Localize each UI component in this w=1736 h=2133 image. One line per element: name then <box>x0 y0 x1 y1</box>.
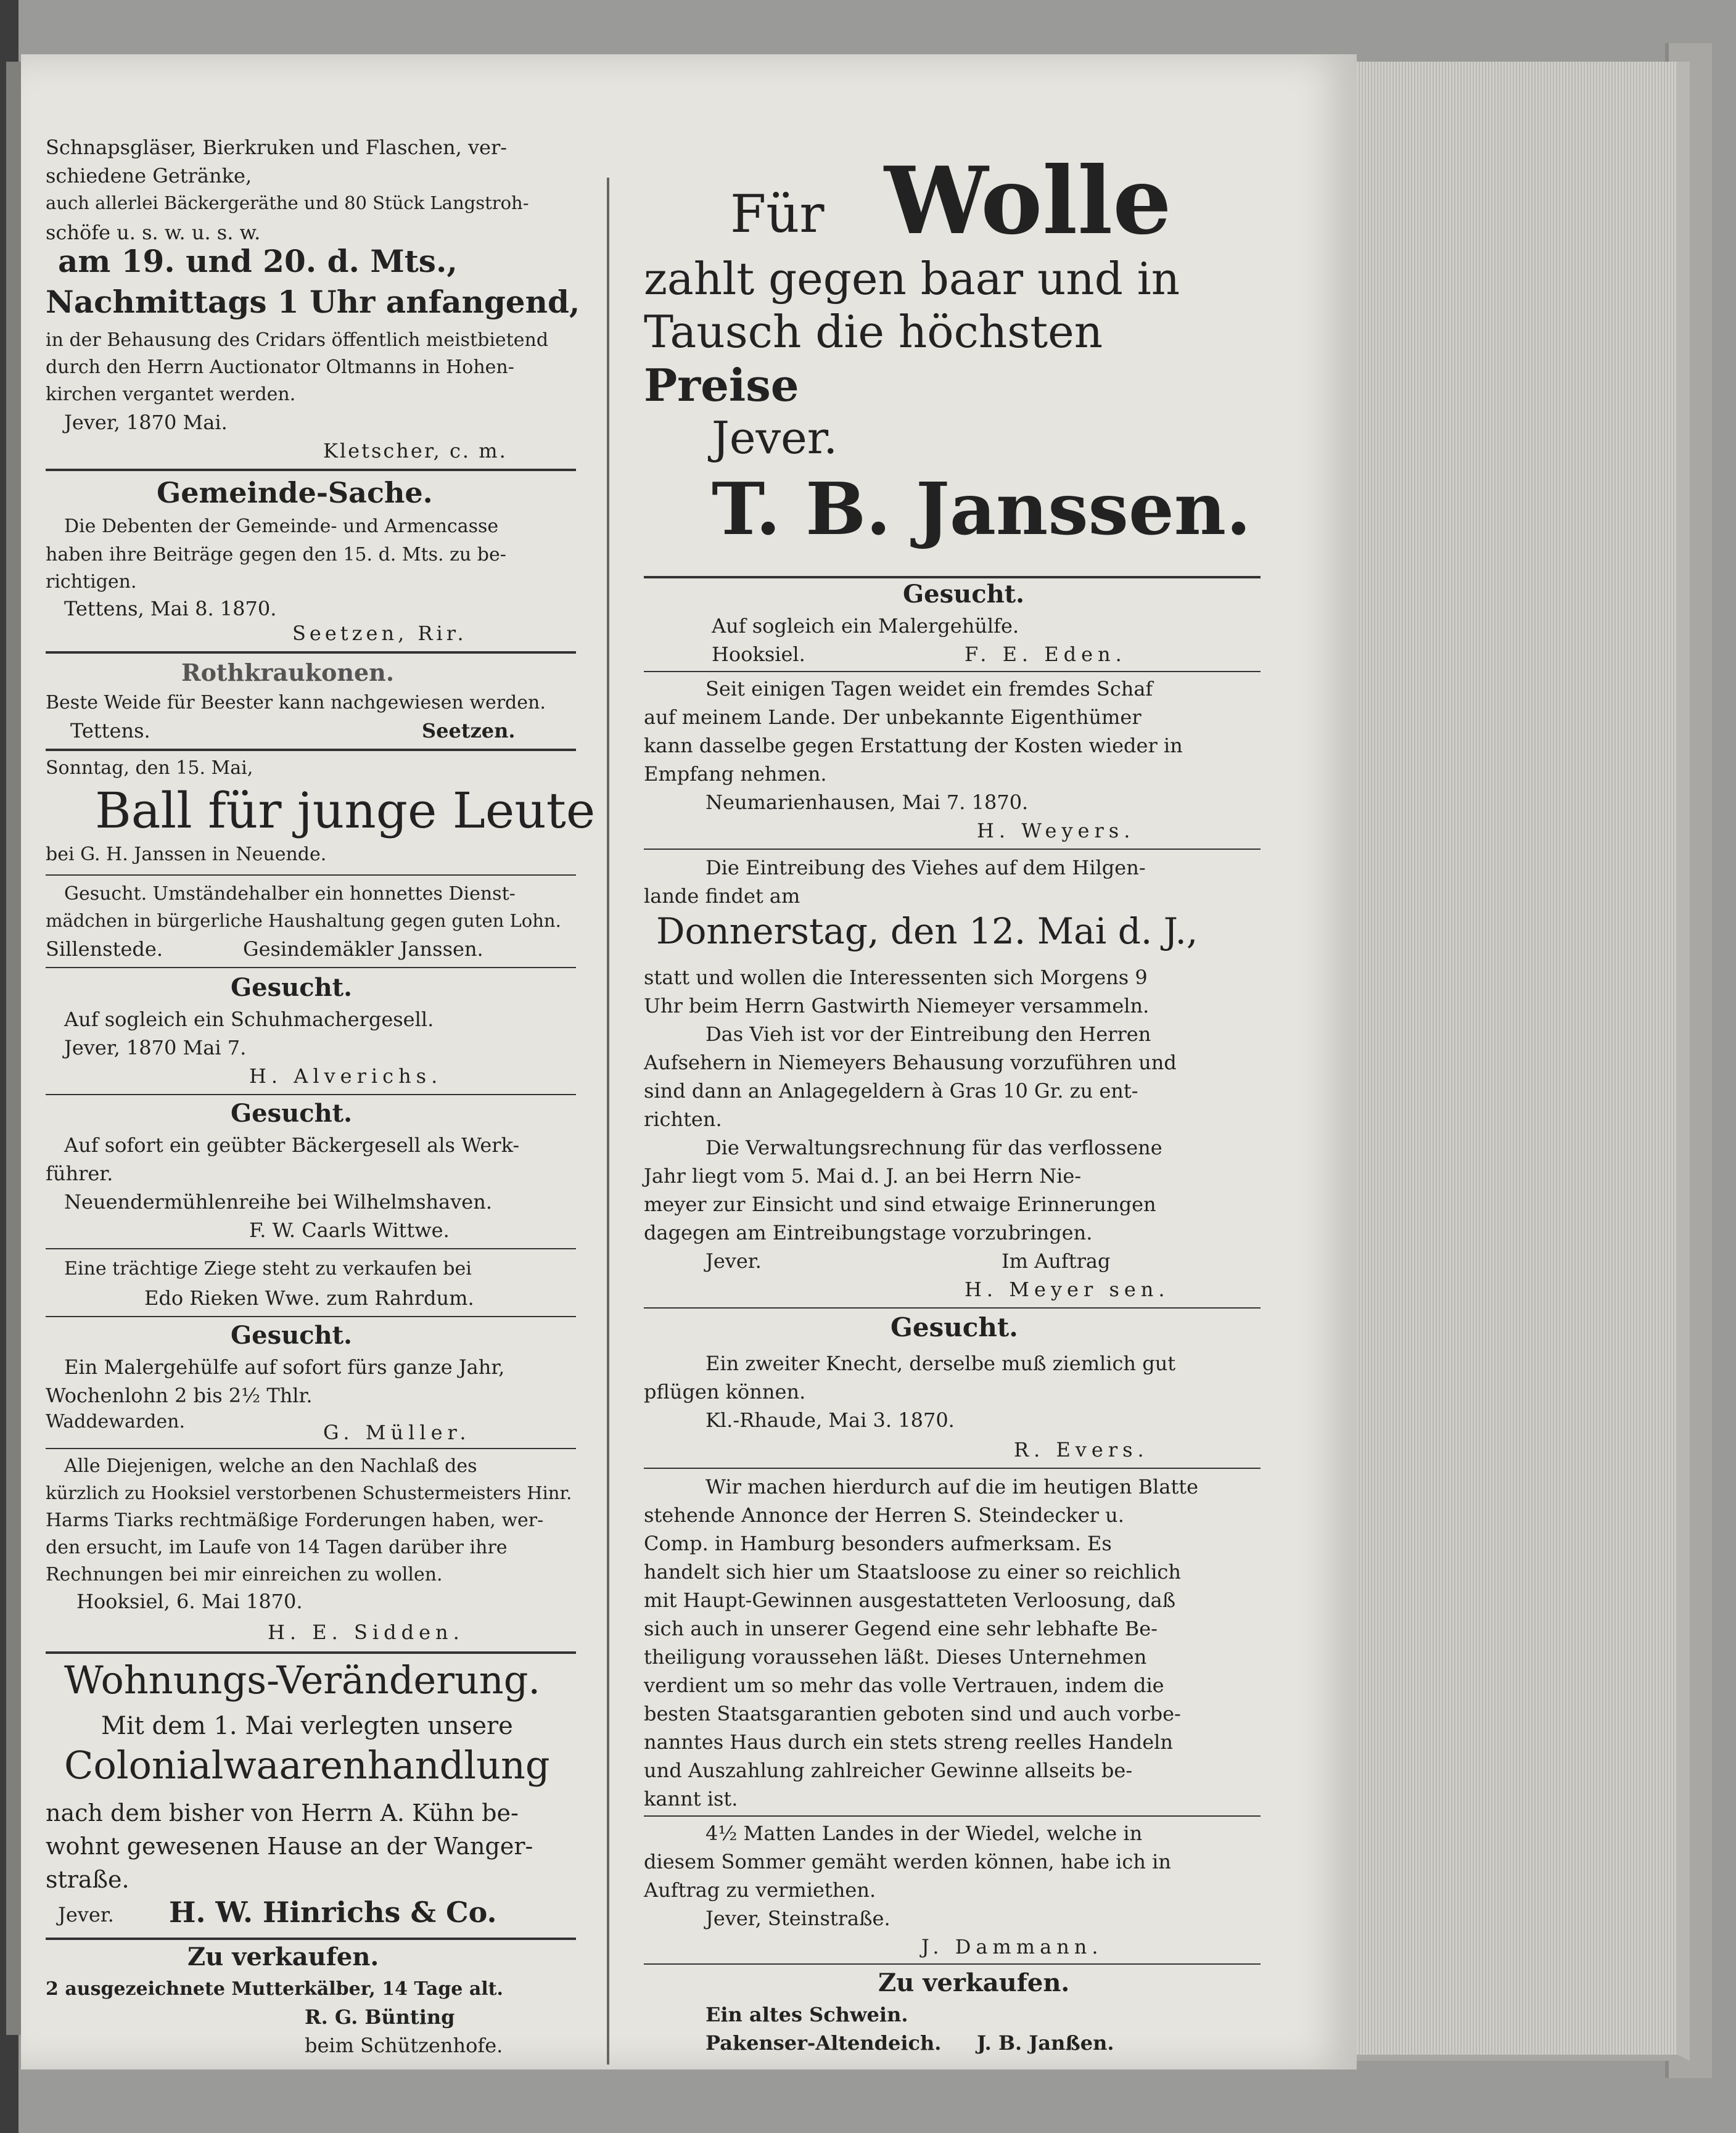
ad-text: statt und wollen die Interessenten sich Morgens 9 <box>644 966 1148 989</box>
ad-text: stehende Annonce der Herren S. Steindecker u. <box>644 1503 1124 1527</box>
ad-text: kirchen vergantet werden. <box>46 384 296 405</box>
ad-heading: Rothkraukonen. <box>181 659 395 686</box>
ad-divider <box>46 749 576 751</box>
ad-text: Schnapsgläser, Bierkruken und Flaschen, ver- <box>46 136 508 159</box>
ad-text: Beste Weide für Beester kann nachgewiesen werden. <box>46 692 546 713</box>
ad-text: diesem Sommer gemäht werden können, habe ich in <box>644 1850 1171 1873</box>
ad-text: theiligung voraussehen läßt. Dieses Unternehmen <box>644 1645 1147 1669</box>
ad-text: Eine trächtige Ziege steht zu verkaufen bei <box>64 1258 472 1280</box>
ad-text: Auftrag zu vermiethen. <box>644 1878 876 1902</box>
ad-headline: Colonialwaarenhandlung <box>64 1743 550 1788</box>
ad-text: Die Eintreibung des Viehes auf dem Hilgen- <box>706 856 1146 879</box>
ad-text: Wochenlohn 2 bis 2½ Thlr. <box>46 1384 313 1407</box>
ad-divider <box>46 967 576 968</box>
ad-text: haben ihre Beiträge gegen den 15. d. Mts. zu be- <box>46 544 506 565</box>
ad-signature: R. G. Bünting <box>305 2005 455 2029</box>
ad-time-headline: Nachmittags 1 Uhr anfangend, <box>46 284 580 320</box>
ad-text: Neumarienhausen, Mai 7. 1870. <box>706 791 1029 814</box>
ad-text-large: Tausch die höchsten <box>644 306 1103 358</box>
ad-text: lande findet am <box>644 884 800 908</box>
ad-text: handelt sich hier um Staatsloose zu einer so reichlich <box>644 1560 1181 1584</box>
ad-divider <box>644 849 1261 850</box>
ad-signature: F. E. Eden. <box>965 643 1127 666</box>
ad-text: Edo Rieken Wwe. zum Rahrdum. <box>144 1286 474 1310</box>
ad-heading: Gesucht. <box>231 1099 353 1128</box>
ad-text: Hooksiel, 6. Mai 1870. <box>76 1590 303 1613</box>
ad-divider <box>644 1468 1261 1469</box>
ad-signature: H. W. Hinrichs & Co. <box>169 1896 497 1929</box>
ad-text: Gesucht. Umständehalber ein honnettes Dienst- <box>64 883 516 905</box>
ad-text: mädchen in bürgerliche Haushaltung gegen guten Lohn. <box>46 910 561 931</box>
page-block-edges <box>1344 62 1690 2061</box>
ad-text: Sillenstede. <box>46 937 163 961</box>
ad-text: nanntes Haus durch ein stets streng reelles Handeln <box>644 1730 1174 1754</box>
ad-heading: Gesucht. <box>231 973 353 1002</box>
ad-text: straße. <box>46 1866 130 1893</box>
ad-text: Harms Tiarks rechtmäßige Forderungen haben, wer- <box>46 1510 544 1531</box>
ad-headline: Donnerstag, den 12. Mai d. J., <box>656 910 1198 952</box>
ad-divider <box>46 1448 576 1449</box>
ad-signature: G. Müller. <box>323 1421 471 1444</box>
ad-text-large: zahlt gegen baar und in <box>644 253 1180 305</box>
ad-text-large: Jever. <box>712 412 838 464</box>
ad-text: dagegen am Eintreibungstage vorzubringen. <box>644 1221 1093 1244</box>
ad-divider <box>644 1963 1261 1965</box>
ad-divider <box>46 874 576 876</box>
ad-text: wohnt gewesenen Hause an der Wanger- <box>46 1833 533 1860</box>
ad-text: Jever, Steinstraße. <box>706 1907 891 1930</box>
ad-divider <box>46 1316 576 1317</box>
ad-divider <box>644 1815 1261 1817</box>
ad-heading: Zu verkaufen. <box>878 1968 1070 1997</box>
ad-date-headline: am 19. und 20. d. Mts., <box>58 243 458 279</box>
ad-text: Auf sogleich ein Schuhmachergesell. <box>64 1008 434 1031</box>
ad-text: verdient um so mehr das volle Vertrauen, indem die <box>644 1674 1164 1697</box>
ad-text: kürzlich zu Hooksiel verstorbenen Schustermeisters Hinr. <box>46 1482 572 1503</box>
ad-divider <box>46 651 576 654</box>
ad-signature: H. Weyers. <box>977 819 1135 842</box>
ad-signature: F. W. Caarls Wittwe. <box>249 1219 450 1242</box>
column-separator <box>607 178 609 2065</box>
ad-text: und Auszahlung zahlreicher Gewinne allseits be- <box>644 1759 1133 1782</box>
ad-heading: Gemeinde-Sache. <box>157 476 433 509</box>
ad-text: Empfang nehmen. <box>644 762 827 786</box>
ad-text: Die Debenten der Gemeinde- und Armencasse <box>64 516 499 537</box>
ad-divider <box>46 469 576 471</box>
ad-text: Tettens. <box>70 719 150 742</box>
ad-heading: Gesucht. <box>891 1312 1018 1342</box>
ad-signature: J. Dammann. <box>921 1935 1103 1958</box>
ad-text: pflügen können. <box>644 1380 806 1404</box>
ad-text: 4½ Matten Landes in der Wiedel, welche in <box>706 1822 1143 1845</box>
ad-headline: Wohnungs-Veränderung. <box>64 1658 541 1703</box>
ad-text: Jever. <box>58 1903 114 1926</box>
ad-text: Kl.-Rhaude, Mai 3. 1870. <box>706 1408 955 1432</box>
ad-text: den ersucht, im Laufe von 14 Tagen darüber ihre <box>46 1537 508 1558</box>
ad-signature: H. Meyer sen. <box>965 1278 1170 1301</box>
ad-text: besten Staatsgarantien geboten sind und auch vorbe- <box>644 1702 1181 1725</box>
ad-text: mit Haupt-Gewinnen ausgestatteten Verloosung, daß <box>644 1588 1176 1612</box>
ad-text: schiedene Getränke, <box>46 164 252 187</box>
ad-text: in der Behausung des Cridars öffentlich meistbietend <box>46 329 549 351</box>
ad-text: Jever, 1870 Mai 7. <box>64 1036 247 1059</box>
ad-text: Seit einigen Tagen weidet ein fremdes Schaf <box>706 677 1153 701</box>
ad-text: Hooksiel. <box>712 643 805 666</box>
ad-text: schöfe u. s. w. u. s. w. <box>46 221 261 244</box>
ad-text: Die Verwaltungsrechnung für das verflossene <box>706 1136 1162 1159</box>
ad-text: auch allerlei Bäckergeräthe und 80 Stück Langstroh- <box>46 192 529 213</box>
ad-text: meyer zur Einsicht und sind etwaige Erinnerungen <box>644 1193 1156 1216</box>
ad-text: kann dasselbe gegen Erstattung der Kosten wieder in <box>644 734 1183 757</box>
ad-text: Tettens, Mai 8. 1870. <box>64 597 277 620</box>
ad-text: Neuendermühlenreihe bei Wilhelmshaven. <box>64 1190 492 1214</box>
ad-text: Ein altes Schwein. <box>706 2003 908 2026</box>
ad-divider <box>46 1651 576 1654</box>
ad-text: Uhr beim Herrn Gastwirth Niemeyer versammeln. <box>644 994 1150 1017</box>
ad-divider <box>46 1094 576 1095</box>
ad-text: Jever. <box>706 1249 762 1273</box>
ad-text: Alle Diejenigen, welche an den Nachlaß des <box>64 1455 477 1477</box>
ad-text: Wir machen hierdurch auf die im heutigen Blatte <box>706 1475 1199 1498</box>
ad-text: Jever, 1870 Mai. <box>64 411 228 434</box>
ad-text: Im Auftrag <box>1002 1249 1111 1273</box>
ad-text: richten. <box>644 1108 722 1131</box>
ad-text: 2 ausgezeichnete Mutterkälber, 14 Tage alt. <box>46 1978 503 2000</box>
ad-text: Ein Malergehülfe auf sofort fürs ganze Jahr, <box>64 1355 505 1379</box>
ad-signature: Seetzen. <box>422 719 516 742</box>
ad-text: Waddewarden. <box>46 1411 185 1432</box>
ad-text: Rechnungen bei mir einreichen zu wollen. <box>46 1564 443 1585</box>
ad-text: nach dem bisher von Herrn A. Kühn be- <box>46 1799 519 1827</box>
ad-heading: Gesucht. <box>903 580 1025 609</box>
ad-divider <box>644 671 1261 672</box>
ad-divider <box>644 576 1261 578</box>
ad-signature: Seetzen, Rir. <box>292 622 467 645</box>
ad-signature: H. Alverichs. <box>249 1064 443 1088</box>
ad-divider <box>46 1248 576 1249</box>
ad-signature: J. B. Janßen. <box>977 2031 1114 2055</box>
ad-text: bei G. H. Janssen in Neuende. <box>46 844 327 865</box>
ad-text: Das Vieh ist vor der Eintreibung den Herren <box>706 1022 1151 1046</box>
ad-text: auf meinem Lande. Der unbekannte Eigenthümer <box>644 705 1142 729</box>
ad-text-large: Preise <box>644 359 799 411</box>
ad-text: Mit dem 1. Mai verlegten unsere <box>101 1712 513 1740</box>
ad-heading: Zu verkaufen. <box>187 1942 379 1971</box>
ad-text: Comp. in Hamburg besonders aufmerksam. Es <box>644 1532 1112 1555</box>
ad-text: führer. <box>46 1162 113 1185</box>
ad-text: Aufsehern in Niemeyers Behausung vorzuführen und <box>644 1051 1177 1074</box>
ad-headline-wolle: Wolle <box>884 147 1172 255</box>
ad-text-large: Für <box>730 184 825 244</box>
newspaper-page <box>21 54 1357 2069</box>
ad-text: Jahr liegt vom 5. Mai d. J. an bei Herrn Nie- <box>644 1164 1082 1188</box>
ad-signature: Gesindemäkler Janssen. <box>243 937 483 961</box>
ad-text: richtigen. <box>46 571 137 593</box>
ad-divider <box>46 1938 576 1940</box>
ad-headline: Ball für junge Leute <box>95 782 596 839</box>
ad-text: sich auch in unserer Gegend eine sehr lebhafte Be- <box>644 1617 1158 1640</box>
ad-signature: beim Schützenhofe. <box>305 2034 503 2057</box>
ad-text: Auf sogleich ein Malergehülfe. <box>712 614 1019 638</box>
ad-signature: Kletscher, c. m. <box>323 439 508 462</box>
ad-heading: Gesucht. <box>231 1321 353 1350</box>
ad-text: kannt ist. <box>644 1787 738 1810</box>
ad-signature-large: T. B. Janssen. <box>712 467 1251 551</box>
ad-text: Ein zweiter Knecht, derselbe muß ziemlich gut <box>706 1352 1176 1375</box>
ad-text: durch den Herrn Auctionator Oltmanns in Hohen- <box>46 356 514 378</box>
ad-text: Auf sofort ein geübter Bäckergesell als Werk- <box>64 1133 520 1157</box>
ad-divider <box>644 1307 1261 1309</box>
ad-signature: H. E. Sidden. <box>268 1621 464 1644</box>
ad-signature: R. Evers. <box>1014 1438 1149 1461</box>
ad-text: sind dann an Anlagegeldern à Gras 10 Gr. zu ent- <box>644 1079 1138 1103</box>
facing-page-edge <box>6 62 22 2035</box>
ad-text: Sonntag, den 15. Mai, <box>46 757 253 779</box>
ad-text: Pakenser-Altendeich. <box>706 2031 942 2055</box>
